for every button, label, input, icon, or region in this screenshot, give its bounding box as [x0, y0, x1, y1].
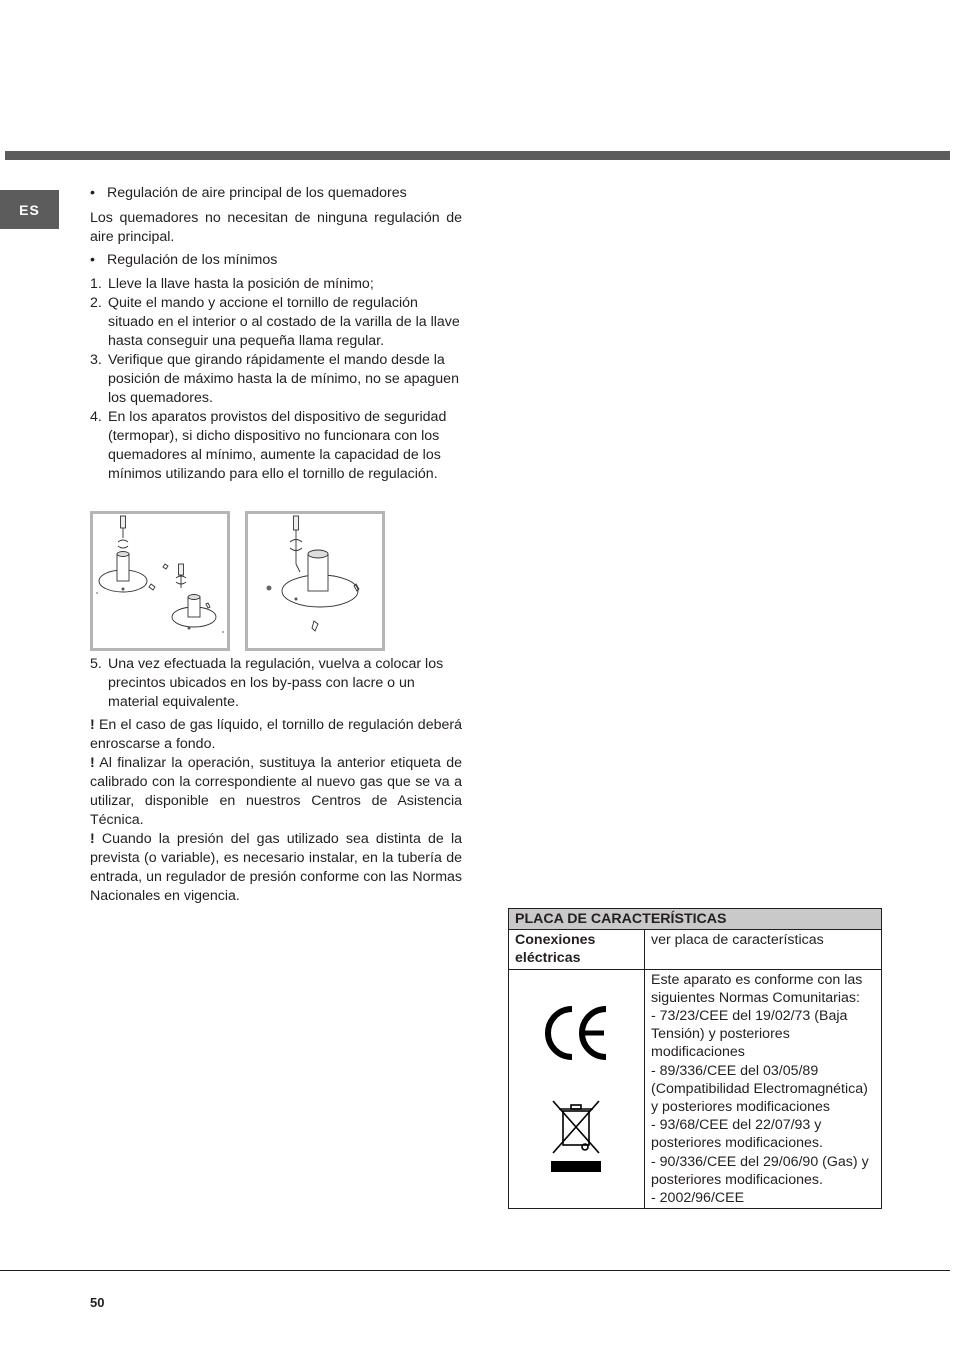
content-column-top — [90, 184, 462, 484]
table-row — [509, 969, 882, 1209]
table-title: PLACA DE CARACTERÍSTICAS — [509, 909, 882, 930]
page-number: 50 — [90, 1295, 105, 1310]
warning-calibration-label: ! Al finalizar la operación, sustituya la anterior etiqueta de calibrado con la correspondiente al nuevo gas que se va a utilizar, disponible en nuestros Centros de Asistencia Técnica. — [90, 755, 462, 828]
bullet-minimum-regulation: • Regulación de los mínimos — [90, 251, 462, 270]
crossed-out-wheelie-bin-icon — [549, 1099, 605, 1173]
burner-adjustment-illustration — [248, 514, 382, 648]
directive-gas: - 90/336/CEE del 29/06/90 (Gas) y posteriores modificaciones. — [651, 1153, 869, 1188]
top-rule — [5, 151, 950, 160]
directive-emc: - 89/336/CEE del 03/05/89 (Compatibilidad Electromagnética) y posteriores modificaciones — [651, 1062, 868, 1116]
step-1: 1. Lleve la llave hasta la posición de mínimo; — [90, 276, 374, 292]
step-3: 3. Verifique que girando rápidamente el mando desde la posición de máximo hasta la de mínimo, no se apaguen los quemadores. — [90, 352, 459, 406]
content-column-bottom — [90, 655, 462, 906]
conformity-text-cell — [645, 969, 882, 1209]
conformity-marks-cell — [509, 969, 645, 1209]
step-2: 2. Quite el mando y accione el tornillo de regulación situado en el interior o al costado de la varilla de la llave hasta conseguir una pequeña llama regular. — [90, 295, 460, 349]
row-value-electrical: ver placa de características — [645, 930, 882, 969]
air-regulation-text: Los quemadores no necesitan de ninguna regulación de aire principal. — [90, 210, 462, 245]
burner-adjustment-illustration — [93, 514, 227, 648]
conformity-intro: Este aparato es conforme con las siguientes Normas Comunitarias: — [651, 971, 863, 1006]
warning-liquid-gas: ! En el caso de gas líquido, el tornillo de regulación deberá enroscarse a fondo. — [90, 717, 462, 752]
bullet-air-regulation: • Regulación de aire principal de los quemadores — [90, 184, 462, 203]
directive-weee: - 2002/96/CEE — [651, 1190, 745, 1207]
table-row — [509, 930, 882, 969]
figure-burner-adjustment-right — [245, 511, 385, 651]
step-4: 4. En los aparatos provistos del dispositivo de seguridad (termopar), si dicho dispositivo no funcionara con los quemadores al mínimo, aumente la capacidad de los mínimos utilizando para ello el tornillo de regulación. — [90, 409, 447, 482]
row-label-electrical: Conexiones eléctricas — [509, 930, 645, 969]
warning-pressure-regulator: ! Cuando la presión del gas utilizado sea distinta de la prevista (o variable), es necesario instalar, en la tubería de entrada, un regulador de presión conforme con las Normas Nacionales en vigencia. — [90, 831, 462, 904]
ce-mark — [542, 1005, 612, 1063]
figure-burner-adjustment-left — [90, 511, 230, 651]
warning-mark: ! — [90, 717, 95, 733]
directive-93-68: - 93/68/CEE del 22/07/93 y posteriores modificaciones. — [651, 1117, 823, 1152]
bottom-rule — [0, 1270, 950, 1271]
directive-low-voltage: - 73/23/CEE del 19/02/73 (Baja Tensión) y posteriores modificaciones — [651, 1008, 848, 1061]
step-5: 5. Una vez efectuada la regulación, vuelva a colocar los precintos ubicados en los by-pass con lacre o un material equivalente. — [90, 656, 444, 710]
warning-mark: ! — [90, 831, 95, 847]
warning-mark: ! — [90, 755, 95, 771]
characteristics-table — [508, 908, 882, 1209]
language-tab: ES — [0, 190, 59, 229]
